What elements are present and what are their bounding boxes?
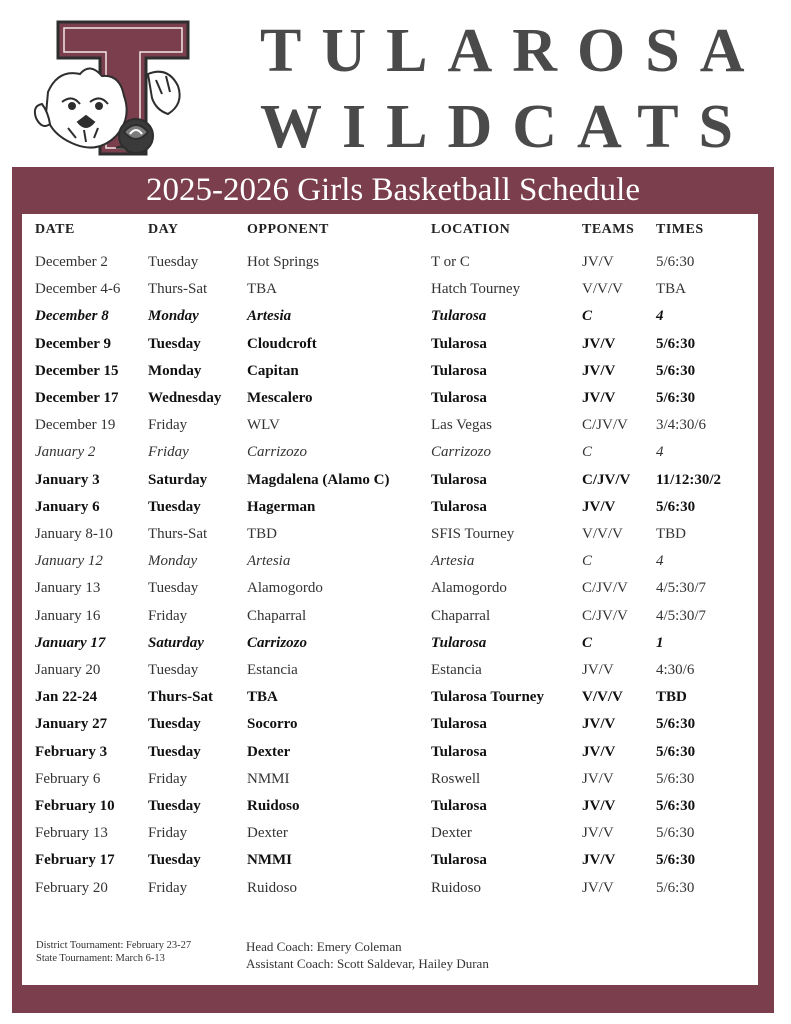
- cell-day: Wednesday: [148, 390, 222, 406]
- table-row: [22, 442, 758, 469]
- header: [0, 0, 791, 165]
- cell-location: Chaparral: [431, 607, 491, 624]
- cell-location: Roswell: [431, 770, 481, 787]
- cell-date: February 13: [35, 825, 108, 842]
- cell-times: 4: [656, 444, 664, 461]
- cell-location: Artesia: [431, 553, 475, 570]
- cell-times: 5/6:30: [656, 362, 696, 379]
- table-row: [22, 497, 758, 524]
- cell-opponent: Chaparral: [247, 607, 307, 624]
- cell-opponent: NMMI: [247, 852, 292, 869]
- cell-day: Thurs-Sat: [148, 281, 208, 298]
- cell-teams: JV/V: [582, 879, 614, 896]
- table-row: [22, 633, 758, 660]
- cell-teams: C/JV/V: [582, 580, 628, 597]
- table-row: [22, 551, 758, 578]
- school-name-line2: WILDCATS: [260, 93, 754, 161]
- cell-opponent: Dexter: [247, 743, 291, 760]
- cell-date: February 3: [35, 743, 108, 760]
- cell-day: Monday: [148, 308, 199, 325]
- cell-day: Saturday: [148, 634, 204, 651]
- cell-opponent: Ruidoso: [247, 798, 300, 814]
- school-name-line1: TULAROSA: [260, 17, 765, 85]
- cell-teams: JV/V: [582, 798, 616, 814]
- table-row: [22, 606, 758, 633]
- cell-location: Tularosa Tourney: [431, 689, 544, 706]
- cell-opponent: Capitan: [247, 362, 299, 379]
- cell-times: 5/6:30: [656, 825, 695, 842]
- cell-date: February 6: [35, 770, 101, 787]
- cell-times: 4/5:30/7: [656, 580, 707, 597]
- cell-location: Tularosa: [431, 308, 487, 325]
- cell-day: Tuesday: [148, 254, 199, 270]
- cell-opponent: Cloudcroft: [247, 335, 317, 352]
- cell-date: December 4-6: [35, 281, 121, 298]
- cell-day: Tuesday: [148, 335, 201, 352]
- cell-location: Tularosa: [431, 743, 487, 760]
- cell-times: 1: [656, 634, 664, 651]
- cell-times: 5/6:30: [656, 852, 696, 869]
- cell-times: 5/6:30: [656, 798, 696, 814]
- cell-teams: C/JV/V: [582, 417, 628, 434]
- cell-date: January 12: [35, 553, 103, 570]
- district-tournament: District Tournament: February 23-27: [36, 940, 192, 951]
- cell-date: January 20: [35, 662, 101, 678]
- cell-teams: JV/V: [582, 662, 614, 678]
- cell-opponent: Mescalero: [247, 390, 313, 406]
- table-row: [22, 796, 758, 823]
- cell-times: 4: [656, 553, 664, 570]
- wildcat-logo: [28, 14, 198, 164]
- cell-times: 5/6:30: [656, 498, 696, 515]
- cell-times: 5/6:30: [656, 254, 695, 270]
- cell-times: TBA: [656, 281, 686, 298]
- cell-teams: JV/V: [582, 390, 616, 406]
- schedule-frame: [12, 167, 774, 1013]
- cell-location: Ruidoso: [431, 879, 482, 896]
- cell-location: Tularosa: [431, 716, 487, 733]
- cell-opponent: Hot Springs: [247, 254, 320, 270]
- head-coach: Head Coach: Emery Coleman: [246, 939, 402, 954]
- table-row: [22, 578, 758, 605]
- cell-opponent: NMMI: [247, 770, 290, 787]
- cell-location: Alamogordo: [431, 580, 507, 597]
- table-row: [22, 334, 758, 361]
- cell-location: Tularosa: [431, 852, 487, 869]
- cell-day: Thurs-Sat: [148, 526, 208, 542]
- cell-opponent: Artesia: [247, 553, 291, 570]
- cell-times: TBD: [656, 526, 686, 542]
- cell-times: 4:30/6: [656, 662, 695, 678]
- cell-opponent: Magdalena (Alamo C): [247, 471, 390, 488]
- cell-day: Friday: [148, 444, 189, 461]
- cell-date: January 2: [35, 444, 96, 461]
- column-header-times: TIMES: [656, 222, 704, 237]
- cell-location: Tularosa: [431, 498, 487, 515]
- cell-teams: JV/V: [582, 335, 616, 352]
- cell-teams: C: [582, 634, 593, 651]
- cell-date: February 17: [35, 852, 115, 869]
- cell-times: 5/6:30: [656, 879, 695, 896]
- cell-opponent: Carrizozo: [247, 634, 308, 651]
- cell-opponent: Artesia: [247, 308, 292, 325]
- table-row: [22, 306, 758, 333]
- cell-teams: JV/V: [582, 498, 616, 515]
- table-header-row: [22, 220, 758, 247]
- cell-day: Tuesday: [148, 580, 199, 597]
- cell-opponent: TBA: [247, 281, 277, 298]
- cell-opponent: TBD: [247, 526, 277, 542]
- cell-teams: C: [582, 553, 593, 570]
- wildcat-icon: [35, 68, 180, 147]
- cell-date: December 8: [35, 308, 109, 325]
- cell-teams: JV/V: [582, 770, 614, 787]
- cell-times: 4/5:30/7: [656, 607, 707, 624]
- cell-location: Tularosa: [431, 335, 487, 352]
- cell-times: 5/6:30: [656, 716, 696, 733]
- cell-date: December 2: [35, 254, 108, 270]
- assistant-coach: Assistant Coach: Scott Saldevar, Hailey Duran: [246, 956, 489, 971]
- schedule-panel: [22, 214, 758, 985]
- cell-teams: JV/V: [582, 362, 616, 379]
- cell-day: Friday: [148, 770, 188, 787]
- cell-teams: JV/V: [582, 254, 614, 270]
- cell-day: Tuesday: [148, 498, 201, 515]
- cell-date: December 17: [35, 390, 119, 406]
- cell-location: Tularosa: [431, 390, 487, 406]
- cell-opponent: Carrizozo: [247, 444, 308, 461]
- cell-times: 4: [656, 308, 664, 325]
- table-row: [22, 252, 758, 279]
- cell-teams: V/V/V: [582, 689, 623, 706]
- table-row: [22, 850, 758, 877]
- cell-location: Dexter: [431, 825, 472, 842]
- cell-teams: JV/V: [582, 743, 616, 760]
- table-row: [22, 388, 758, 415]
- cell-times: 5/6:30: [656, 390, 696, 406]
- cell-day: Friday: [148, 825, 188, 842]
- table-row: [22, 823, 758, 850]
- table-row: [22, 524, 758, 551]
- cell-location: T or C: [431, 254, 470, 270]
- cell-teams: C: [582, 308, 593, 325]
- cell-day: Tuesday: [148, 852, 201, 869]
- table-row: [22, 742, 758, 769]
- cell-teams: JV/V: [582, 716, 616, 733]
- cell-date: January 6: [35, 498, 100, 515]
- table-row: [22, 415, 758, 442]
- cell-opponent: TBA: [247, 689, 278, 706]
- cell-date: January 13: [35, 580, 101, 597]
- table-row: [22, 279, 758, 306]
- cell-date: December 15: [35, 362, 119, 379]
- cell-teams: JV/V: [582, 825, 614, 842]
- cell-opponent: Alamogordo: [247, 580, 323, 597]
- table-row: [22, 878, 758, 905]
- cell-teams: C/JV/V: [582, 471, 631, 488]
- cell-opponent: Ruidoso: [247, 879, 298, 896]
- table-row: [22, 361, 758, 388]
- cell-day: Monday: [148, 362, 202, 379]
- cell-date: Jan 22-24: [35, 689, 98, 706]
- cell-date: February 20: [35, 879, 108, 896]
- cell-opponent: Estancia: [247, 662, 298, 678]
- cell-day: Thurs-Sat: [148, 689, 214, 706]
- cell-day: Friday: [148, 417, 188, 434]
- cell-opponent: WLV: [247, 417, 280, 434]
- cell-location: Tularosa: [431, 471, 487, 488]
- column-header-teams: TEAMS: [582, 222, 635, 237]
- cell-day: Saturday: [148, 471, 208, 488]
- cell-date: February 10: [35, 798, 115, 814]
- cell-day: Tuesday: [148, 662, 199, 678]
- cell-teams: C/JV/V: [582, 607, 628, 624]
- state-tournament: State Tournament: March 6-13: [36, 953, 165, 964]
- cell-location: Tularosa: [431, 798, 487, 814]
- cell-date: December 19: [35, 417, 116, 434]
- cell-day: Friday: [148, 607, 188, 624]
- cell-teams: C: [582, 444, 593, 461]
- cell-location: Carrizozo: [431, 444, 492, 461]
- cell-location: Las Vegas: [431, 417, 492, 434]
- table-row: [22, 714, 758, 741]
- cell-day: Tuesday: [148, 743, 201, 760]
- cell-day: Tuesday: [148, 798, 201, 814]
- column-header-location: LOCATION: [431, 222, 511, 237]
- cell-teams: V/V/V: [582, 526, 623, 542]
- cell-location: Tularosa: [431, 634, 487, 651]
- cell-times: 5/6:30: [656, 770, 695, 787]
- cell-date: January 8-10: [35, 526, 113, 542]
- cell-opponent: Hagerman: [247, 498, 316, 515]
- table-row: [22, 687, 758, 714]
- cell-times: 5/6:30: [656, 335, 696, 352]
- cell-times: 3/4:30/6: [656, 417, 707, 434]
- cell-opponent: Socorro: [247, 716, 298, 733]
- cell-date: January 3: [35, 471, 100, 488]
- cell-day: Friday: [148, 879, 188, 896]
- table-row: [22, 470, 758, 497]
- cell-times: TBD: [656, 689, 687, 706]
- column-header-date: DATE: [35, 222, 75, 237]
- cell-location: Hatch Tourney: [431, 281, 521, 298]
- table-row: [22, 660, 758, 687]
- column-header-day: DAY: [148, 222, 179, 237]
- cell-teams: JV/V: [582, 852, 616, 869]
- cell-day: Tuesday: [148, 716, 201, 733]
- cell-location: Estancia: [431, 662, 482, 678]
- cell-day: Monday: [148, 553, 198, 570]
- cell-opponent: Dexter: [247, 825, 288, 842]
- table-row: [22, 769, 758, 796]
- cell-location: SFIS Tourney: [431, 526, 515, 542]
- schedule-title: 2025-2026 Girls Basketball Schedule: [145, 172, 640, 208]
- cell-date: January 17: [35, 634, 106, 651]
- cell-times: 11/12:30/2: [656, 471, 722, 488]
- cell-location: Tularosa: [431, 362, 487, 379]
- column-header-opponent: OPPONENT: [247, 222, 329, 237]
- cell-times: 5/6:30: [656, 743, 696, 760]
- cell-date: January 27: [35, 716, 108, 733]
- cell-teams: V/V/V: [582, 281, 623, 298]
- cell-date: December 9: [35, 335, 111, 352]
- cell-date: January 16: [35, 607, 101, 624]
